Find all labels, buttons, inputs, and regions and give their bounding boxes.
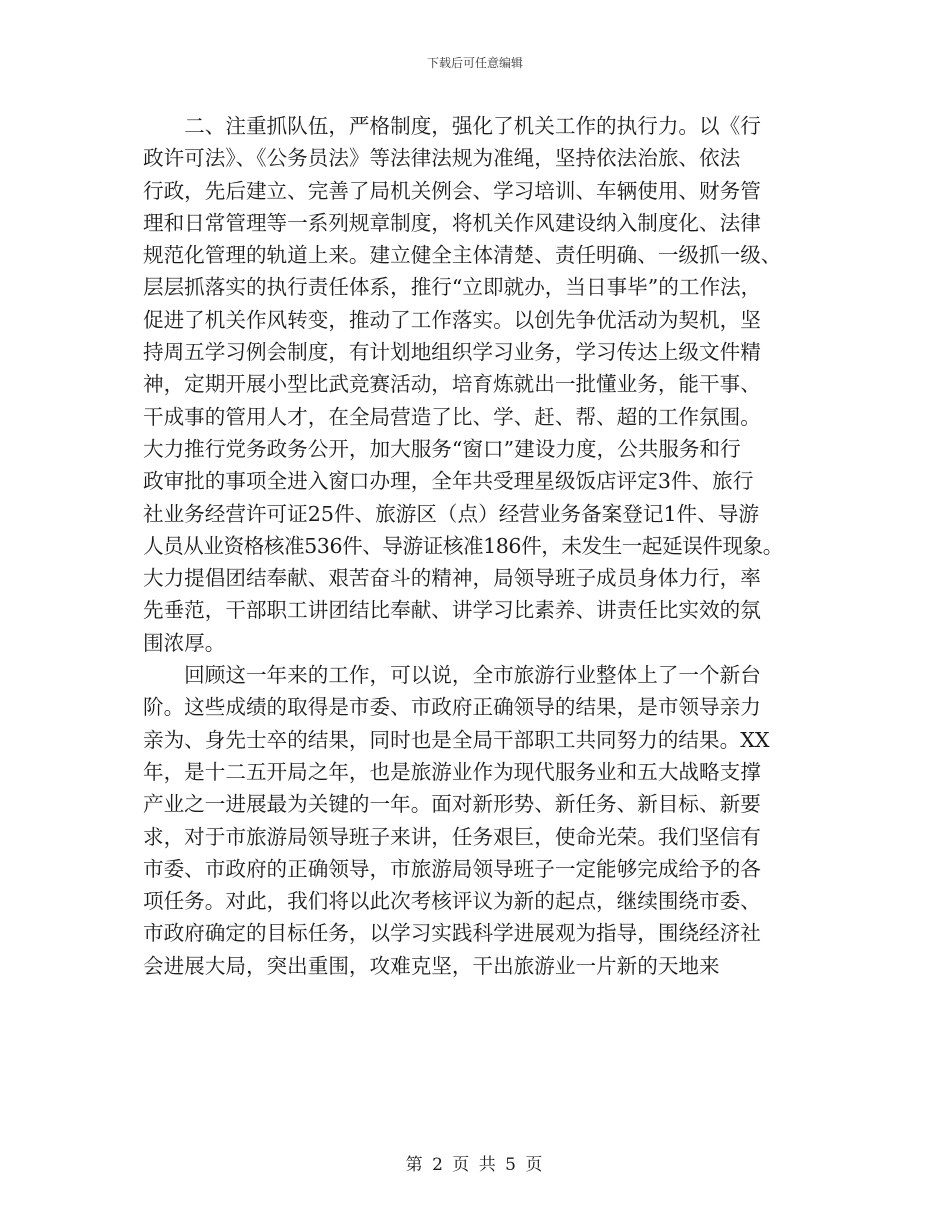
text-line: 行政，先后建立、完善了局机关例会、学习培训、车辆使用、财务管 [143,178,761,203]
text-line: 产业之一进展最为关键的一年。面对新形势、新任务、新目标、新要 [143,792,761,817]
text-line: 年，是十二五开局之年，也是旅游业作为现代服务业和五大战略支撑 [143,759,761,784]
text-line: 回顾这一年来的工作，可以说，全市旅游行业整体上了一个新台 [143,663,761,688]
text-line: 亲为、身先士卒的结果，同时也是全局干部职工共同努力的结果。XX [143,727,770,752]
text-line: 项任务。对此，我们将以此次考核评议为新的起点，继续围绕市委、 [143,889,761,914]
page-header: 下载后可任意编辑 [426,56,523,70]
text-line: 围浓厚。 [143,630,226,655]
text-line: 会进展大局，突出重围，攻难克坚，干出旅游业一片新的天地来 [143,953,720,978]
text-line: 市政府确定的目标任务，以学习实践科学进展观为指导，围绕经济社 [143,921,761,946]
text-line: 先垂范，干部职工讲团结比奉献、讲学习比素养、讲责任比实效的氛 [143,598,761,623]
text-line: 大力提倡团结奉献、艰苦奋斗的精神，局领导班子成员身体力行，率 [143,566,761,591]
text-line: 持周五学习例会制度，有计划地组织学习业务，学习传达上级文件精 [143,340,761,365]
text-line: 促进了机关作风转变，推动了工作落实。以创先争优活动为契机，坚 [143,307,761,332]
page-number-footer: 第 2 页 共 5 页 [405,1155,545,1175]
document-body [143,110,813,982]
text-line: 理和日常管理等一系列规章制度，将机关作风建设纳入制度化、法律 [143,210,761,235]
text-line: 大力推行党务政务公开，加大服务“窗口”建设力度，公共服务和行 [143,436,741,461]
text-line: 政审批的事项全进入窗口办理，全年共受理星级饭店评定3件、旅行 [143,469,754,494]
text-line: 求，对于市旅游局领导班子来讲，任务艰巨，使命光荣。我们坚信有 [143,824,761,849]
text-line: 二、注重抓队伍，严格制度，强化了机关工作的执行力。以《行 [143,114,761,138]
text-line: 规范化管理的轨道上来。建立健全主体清楚、责任明确、一级抓一级、 [143,243,782,268]
text-line: 干成事的管用人才，在全局营造了比、学、赶、帮、超的工作氛围。 [143,404,761,429]
text-line: 阶。这些成绩的取得是市委、市政府正确领导的结果，是市领导亲力 [143,695,761,720]
text-line: 层层抓落实的执行责任体系，推行“立即就办，当日事毕”的工作法， [143,275,762,300]
text-line: 人员从业资格核准536件、导游证核准186件，未发生一起延误件现象。 [143,533,783,558]
text-line: 神，定期开展小型比武竞赛活动，培育炼就出一批懂业务，能干事、 [143,372,761,397]
text-line: 社业务经营许可证25件、旅游区（点）经营业务备案登记1件、导游 [143,501,759,526]
text-line: 市委、市政府的正确领导，市旅游局领导班子一定能够完成给予的各 [143,856,761,881]
text-line: 政许可法》、《公务员法》等法律法规为准绳，坚持依法治旅、依法 [143,146,741,171]
